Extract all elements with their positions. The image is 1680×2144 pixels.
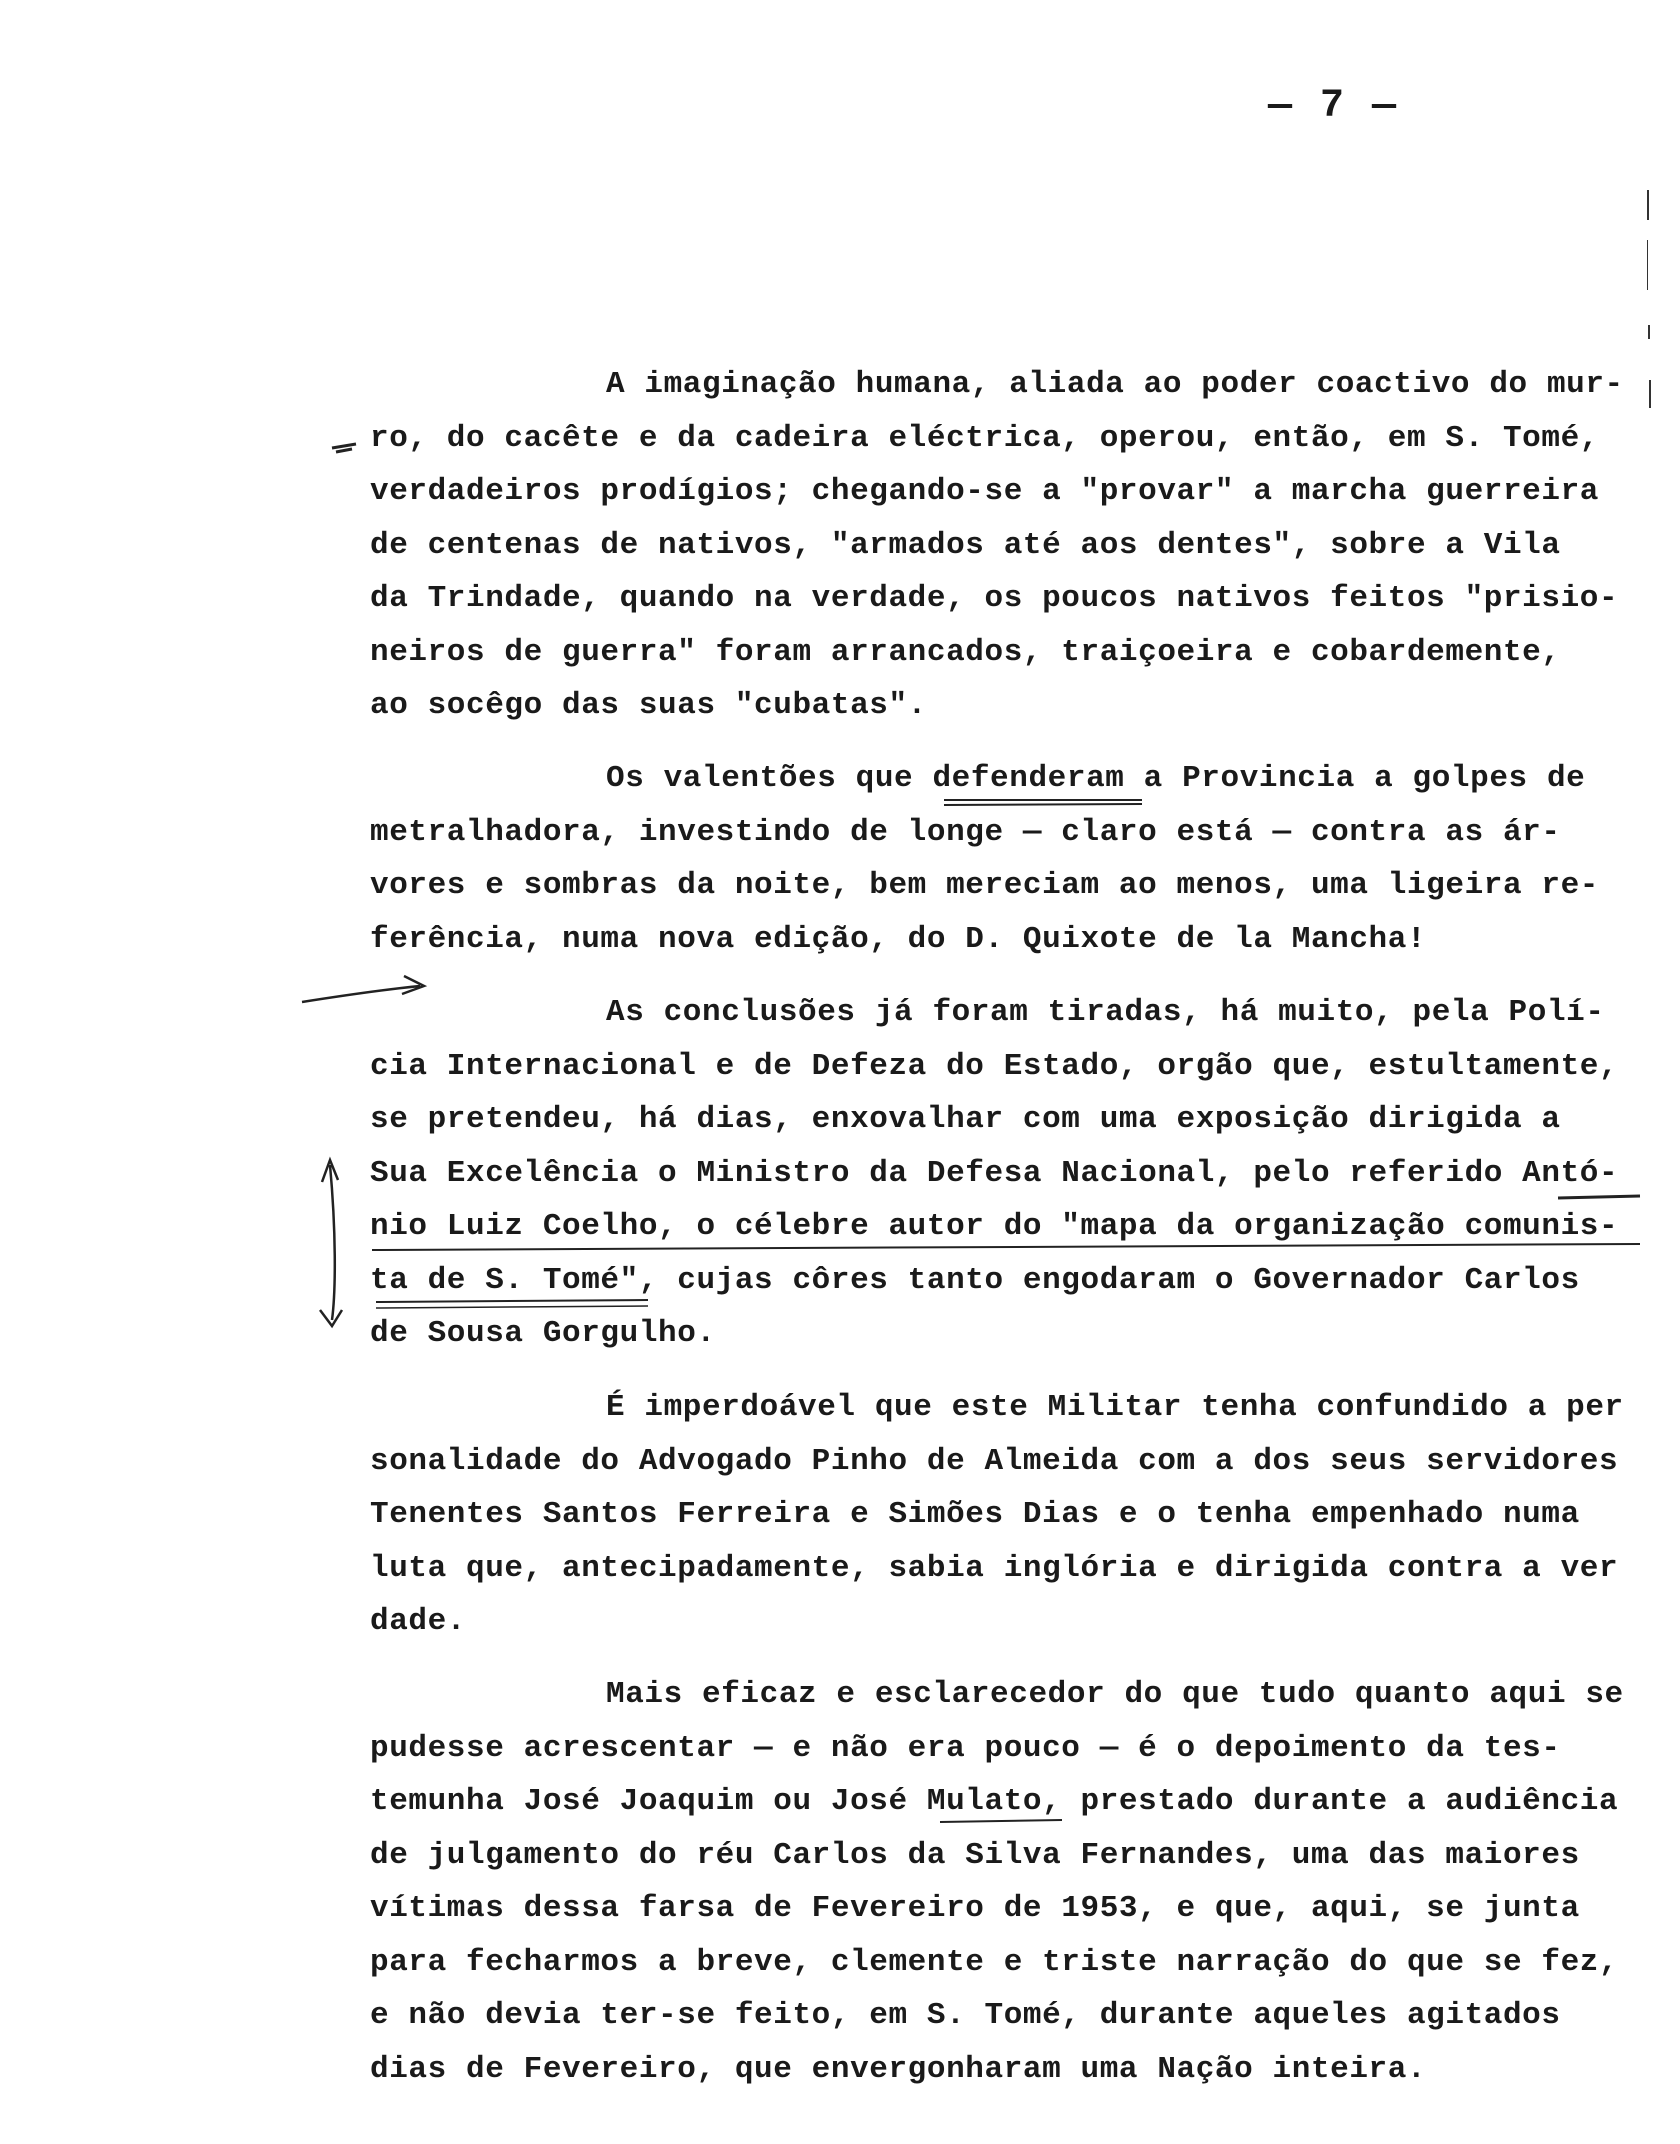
paragraph-line: verdadeiros prodígios; chegando-se a "provar" a marcha guerreira xyxy=(370,474,1599,509)
paragraph-line: cia Internacional e de Defeza do Estado, orgão que, estultamente, xyxy=(370,1048,1619,1084)
paragraph-line: da Trindade, quando na verdade, os poucos nativos feitos "prisio- xyxy=(370,581,1619,616)
paragraph-line: Tenentes Santos Ferreira e Simões Dias e o tenha empenhado numa xyxy=(370,1497,1580,1532)
paragraph-line: vores e sombras da noite, bem mereciam ao menos, uma ligeira re- xyxy=(370,868,1599,903)
paragraph-line: ao socêgo das suas "cubatas". xyxy=(370,688,927,723)
paragraph-line: metralhadora, investindo de longe — claro está — contra as ár- xyxy=(370,814,1561,850)
paragraph-line: sonalidade do Advogado Pinho de Almeida com a dos seus servidores xyxy=(370,1443,1619,1479)
paragraph-5 xyxy=(370,1668,1655,2096)
paragraph-line: ta de S. Tomé", cujas côres tanto engodaram o Governador Carlos xyxy=(370,1262,1580,1298)
paragraph-4 xyxy=(370,1381,1655,1649)
paragraph-3 xyxy=(370,986,1655,1361)
paragraph-line: As conclusões já foram tiradas, há muito, pela Polí- xyxy=(606,995,1605,1030)
paragraph-line: ro, do cacête e da cadeira eléctrica, operou, então, em S. Tomé, xyxy=(370,420,1599,456)
paragraph-line: temunha José Joaquim ou José Mulato, prestado durante a audiência xyxy=(370,1784,1619,1819)
paragraph-line: Sua Excelência o Ministro da Defesa Nacional, pelo referido Antó- xyxy=(370,1155,1619,1191)
paragraph-line: para fecharmos a breve, clemente e triste narração do que se fez, xyxy=(370,1944,1619,1980)
paragraph-line: dade. xyxy=(370,1604,467,1639)
edge-mark xyxy=(1647,240,1648,290)
edge-mark xyxy=(1647,190,1649,220)
edge-mark xyxy=(1648,325,1650,339)
paragraph-1 xyxy=(370,358,1655,733)
paragraph-line: e não devia ter-se feito, em S. Tomé, durante aqueles agitados xyxy=(370,1998,1561,2033)
paragraph-line: Os valentões que defenderam a Provincia a golpes de xyxy=(606,761,1586,796)
paragraph-line: luta que, antecipadamente, sabia inglória e dirigida contra a ver xyxy=(370,1550,1619,1586)
paragraph-line: A imaginação humana, aliada ao poder coactivo do mur- xyxy=(606,367,1624,402)
paragraph-line: se pretendeu, há dias, enxovalhar com uma exposição dirigida a xyxy=(370,1102,1561,1137)
page-number: — 7 — xyxy=(1268,84,1399,129)
paragraph-line: nio Luiz Coelho, o célebre autor do "mapa da organização comunis- xyxy=(370,1209,1619,1244)
paragraph-line: É imperdoável que este Militar tenha confundido a per xyxy=(606,1390,1624,1425)
paragraph-line: dias de Fevereiro, que envergonharam uma Nação inteira. xyxy=(370,2051,1427,2087)
paragraph-line: de Sousa Gorgulho. xyxy=(370,1316,716,1351)
paragraph-line: de julgamento do réu Carlos da Silva Fernandes, uma das maiores xyxy=(370,1837,1580,1873)
paragraph-line: Mais eficaz e esclarecedor do que tudo quanto aqui se xyxy=(606,1677,1624,1712)
margin-vertical-arrow-icon xyxy=(320,1160,342,1326)
paragraph-line: neiros de guerra" foram arrancados, traiçoeira e cobardemente, xyxy=(370,634,1561,670)
paragraph-line: vítimas dessa farsa de Fevereiro de 1953, e que, aqui, se junta xyxy=(370,1891,1580,1926)
paragraph-line: pudesse acrescentar — e não era pouco — é o depoimento da tes- xyxy=(370,1730,1561,1766)
paragraph-line: ferência, numa nova edição, do D. Quixote de la Mancha! xyxy=(370,921,1427,957)
paragraph-2 xyxy=(370,752,1655,966)
paragraph-line: de centenas de nativos, "armados até aos dentes", sobre a Vila xyxy=(370,527,1561,563)
margin-dash-mark xyxy=(332,444,356,452)
